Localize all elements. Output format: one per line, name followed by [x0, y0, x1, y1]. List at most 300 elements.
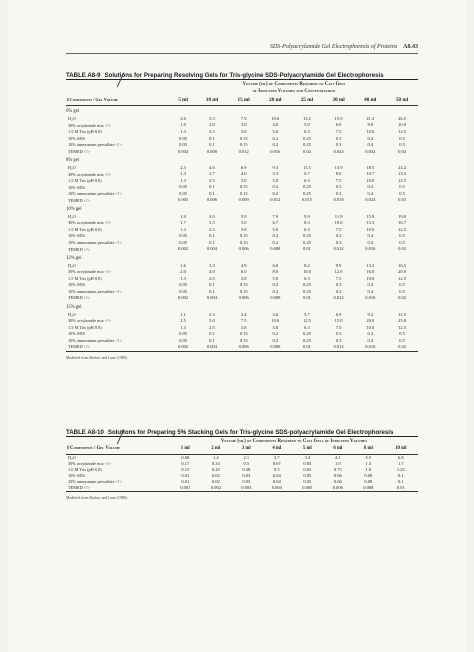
volume-cell: 15.0	[334, 318, 343, 324]
volume-cell: 0.06	[333, 473, 342, 478]
volume-cell: 0.012	[270, 197, 281, 203]
volume-cell: 0.05	[179, 282, 187, 288]
component-name: 10% ammonium persulfate <!>	[68, 239, 122, 245]
volume-cell: 11.5	[303, 164, 311, 170]
volume-cell: 6.9	[240, 164, 247, 170]
volume-cell: 0.3	[335, 233, 342, 239]
volume-cell: 7.5	[335, 324, 342, 330]
volume-cell: 6.6	[272, 262, 279, 268]
volume-cell: 0.015	[301, 197, 312, 203]
volume-cell: 0.024	[333, 148, 344, 154]
table1-grid	[66, 79, 418, 361]
volume-cell: 0.05	[179, 331, 187, 337]
volume-cell: 2.3	[209, 311, 215, 317]
volume-cell: 0.3	[335, 142, 342, 148]
volume-cell: 10.0	[366, 129, 375, 134]
column-header: 5 ml	[170, 96, 196, 106]
volume-cell: 4.6	[272, 311, 279, 317]
volume-cell: 0.004	[206, 246, 218, 252]
volume-cell: 0.2	[272, 142, 279, 148]
volume-cell: 5.0	[240, 220, 247, 226]
volume-cell: 0.3	[335, 190, 342, 196]
volume-cell: 0.1	[209, 233, 215, 239]
volume-cell: 5.0	[209, 318, 215, 324]
table-row	[66, 344, 418, 351]
component-name: 30% acrylamide mix <!>	[68, 122, 112, 128]
gel-group-label: 12% gel	[66, 255, 82, 261]
volume-cell: 5.0	[272, 324, 279, 330]
volume-cell: 7.9	[240, 115, 247, 121]
volume-cell: 0.25	[303, 184, 311, 190]
volume-cell: 8.0	[335, 171, 342, 177]
volume-cell: 0.05	[179, 184, 187, 190]
volume-cell: 0.2	[272, 135, 279, 141]
volume-cell: 0.15	[239, 184, 248, 190]
volume-cell: 0.13	[181, 466, 190, 472]
volume-cell: 0.4	[367, 331, 374, 337]
volume-cell: 0.38	[242, 466, 251, 472]
volume-cell: 4.6	[209, 164, 215, 170]
column-header: 20 ml	[259, 96, 291, 106]
volume-cell: 0.008	[206, 148, 218, 154]
volume-cell: 26.5	[398, 115, 406, 121]
components-header: Components	[70, 446, 93, 452]
component-name: 30% acrylamide mix <!>	[68, 171, 112, 177]
column-header: 1 ml	[170, 445, 201, 454]
volume-cell: 2.0	[209, 122, 215, 128]
volume-cell: 0.02	[398, 246, 406, 252]
table1-volume-header	[170, 80, 418, 96]
volume-cell: 3.0	[240, 122, 247, 128]
component-name: TEMED <!>	[68, 246, 91, 252]
component-name: TEMED <!>	[68, 485, 91, 491]
volume-cell: 0.01	[181, 473, 190, 478]
component-name: 1.5 M Tris (pH 8.8)	[68, 129, 102, 135]
volume-cell: 1.0	[365, 466, 372, 472]
volume-cell: 25.0	[398, 318, 406, 324]
volume-cell: 1.3	[365, 460, 372, 466]
volume-cell: 11.9	[334, 213, 343, 219]
component-name: 10% SDS	[68, 233, 85, 239]
volume-cell: 21.2	[366, 115, 375, 121]
volume-cell: 0.5	[243, 460, 250, 466]
component-name: 1.5 M Tris (pH 8.8)	[68, 178, 102, 184]
volume-cell: 0.009	[238, 197, 249, 203]
gel-group-label: 10% gel	[66, 206, 82, 212]
gel-group-row	[66, 204, 418, 214]
volume-cell: 0.1	[397, 473, 404, 478]
volume-cell: 0.5	[399, 337, 405, 343]
volume-cell: 0.2	[272, 239, 279, 245]
component-name: 1.5 M Tris (pH 8.8)	[68, 275, 102, 281]
volume-cell: 10.0	[334, 220, 343, 226]
volume-cell: 1.7	[180, 220, 186, 226]
volume-cell: 0.02	[211, 479, 220, 485]
volume-cell: 0.1	[397, 479, 404, 485]
volume-cell: 0.5	[399, 282, 405, 288]
volume-cell: 13.3	[398, 171, 406, 177]
volume-cell: 2.6	[180, 115, 186, 121]
volume-cell: 0.4	[367, 337, 374, 343]
volume-cell: 0.002	[178, 246, 189, 252]
volume-cell: 6.3	[304, 324, 310, 330]
volume-cell: 0.2	[272, 233, 279, 239]
volume-cell: 16.5	[398, 262, 406, 268]
component-name: 10% SDS	[68, 331, 85, 337]
volume-cell: 0.05	[179, 337, 187, 343]
volume-cell: 4.0	[272, 122, 279, 128]
volume-cell: 2.0	[180, 269, 186, 275]
components-gel-volume-header: ⇓Components / Gel Volume	[66, 96, 170, 106]
volume-cell: 1.9	[180, 213, 186, 219]
volume-cell: 10.0	[366, 324, 375, 330]
component-name: 10% SDS	[68, 282, 85, 288]
column-header: 10 ml	[196, 96, 228, 106]
component-name: 1.5 M Tris (pH 8.8)	[68, 226, 102, 232]
volume-cell: 0.25	[303, 337, 311, 343]
volume-cell: 5.7	[304, 311, 310, 317]
volume-cell: 0.15	[239, 282, 248, 288]
volume-cell: 11.5	[398, 311, 406, 317]
volume-cell: 0.5	[399, 331, 405, 337]
volume-cell: 3.4	[240, 311, 247, 317]
volume-cell: 0.006	[238, 295, 249, 301]
volume-cell: 2.5	[209, 275, 215, 281]
volume-cell: 13.3	[366, 220, 375, 226]
volume-cell: 0.02	[398, 295, 406, 301]
volume-cell: 0.1	[209, 190, 215, 196]
volume-cell: 0.006	[206, 197, 218, 203]
volume-cell: 0.016	[365, 246, 376, 252]
volume-cell: 7.5	[335, 177, 342, 183]
volume-cell: 0.25	[303, 239, 311, 245]
volume-cell: 0.012	[333, 344, 344, 350]
volume-cell: 8.0	[272, 269, 279, 275]
volume-cell: 0.3	[335, 337, 342, 343]
volume-cell: 3.8	[240, 129, 247, 134]
volume-cell: 0.04	[272, 479, 281, 485]
volume-cell: 0.3	[335, 135, 342, 141]
component-name: 10% ammonium persulfate <!>	[68, 191, 122, 197]
gel-group-label: 15% gel	[66, 304, 82, 310]
volume-cell: 0.5	[399, 142, 405, 148]
volume-cell: 7.5	[335, 226, 342, 232]
gel-group-row	[66, 106, 418, 116]
volume-cell: 0.003	[178, 197, 189, 203]
volume-cell: 0.15	[239, 337, 248, 343]
volume-cell: 6.3	[304, 129, 310, 134]
volume-cell: 20.0	[366, 318, 375, 324]
volume-cell: 0.002	[210, 485, 221, 491]
volume-cell: 0.5	[399, 288, 405, 294]
column-header: 40 ml	[354, 96, 386, 106]
volume-cell: 0.2	[272, 184, 279, 190]
volume-cell: 0.3	[335, 331, 342, 337]
volume-cell: 0.006	[238, 246, 249, 252]
volume-cell: 0.05	[179, 142, 187, 148]
column-header: 2 ml	[201, 445, 232, 454]
volume-cell: 16.7	[398, 220, 406, 226]
volume-cell: 1.1	[180, 311, 186, 317]
volume-cell: 9.9	[335, 262, 342, 268]
volume-cell: 7.5	[240, 318, 247, 324]
volume-cell: 15.9	[366, 213, 375, 219]
volume-cell: 0.1	[209, 184, 215, 190]
volume-cell: 0.05	[303, 473, 312, 478]
volume-cell: 12.5	[303, 318, 311, 324]
volume-cell: 0.4	[367, 190, 374, 196]
component-name: H₂O	[68, 262, 76, 268]
volume-cell: 5.0	[304, 122, 310, 128]
volume-cell: 0.008	[270, 295, 281, 301]
component-name: TEMED <!>	[68, 295, 91, 301]
component-name: 30% acrylamide mix <!>	[68, 461, 112, 466]
table2-title-text: Solutions for Preparing 5% Stacking Gels for Tris-glycine SDS-polyacrylamide Gel Electrophoresis	[107, 429, 394, 436]
volume-cell: 3.8	[240, 226, 247, 232]
volume-cell: 1.3	[180, 275, 186, 281]
volume-cell: 0.15	[239, 331, 248, 337]
volume-cell: 15.9	[334, 115, 343, 121]
volume-cell: 0.25	[303, 233, 311, 239]
component-name: H₂O	[68, 213, 76, 219]
volume-cell: 0.06	[333, 479, 342, 485]
column-header: 3 ml	[231, 445, 262, 454]
volume-cell: 3.8	[240, 275, 247, 281]
gel-group-row	[66, 302, 418, 312]
table1-title-text: Solutions for Preparing Resolving Gels for Tris-glycine SDS-Polyacrylamide Gel Electrophoresis	[104, 72, 384, 79]
volume-cell: 0.006	[332, 485, 343, 491]
volume-cell: 0.1	[209, 135, 215, 141]
volume-cell: 0.016	[365, 295, 376, 301]
column-header: 50 ml	[386, 96, 418, 106]
volume-cell: 0.5	[399, 184, 405, 190]
volume-cell: 0.15	[239, 190, 248, 196]
volume-cell: 13.9	[334, 164, 343, 170]
volume-cell: 0.67	[272, 460, 281, 466]
volume-cell: 0.2	[272, 288, 279, 294]
volume-cell: 0.83	[303, 460, 312, 466]
volume-cell: 0.05	[179, 233, 187, 239]
component-name: TEMED <!>	[68, 148, 91, 154]
volume-cell: 5.0	[272, 129, 279, 134]
volume-cell: 0.008	[270, 344, 281, 350]
volume-cell: 0.63	[303, 466, 312, 472]
component-name: H₂O	[68, 311, 76, 317]
volume-cell: 0.08	[364, 479, 373, 485]
volume-cell: 0.08	[364, 473, 373, 478]
volume-cell: 8.0	[367, 122, 374, 128]
volume-cell: 5.3	[209, 115, 215, 121]
volume-cell: 0.05	[179, 288, 187, 294]
volume-cell: 12.5	[398, 275, 406, 281]
top-rule	[66, 53, 418, 54]
table1-volume-header-line1: Volume (ml) of Components Required to Cast Gels	[242, 82, 346, 87]
components-header: Components	[69, 97, 93, 103]
volume-cell: 1.3	[180, 129, 186, 134]
volume-cell: 0.33	[211, 460, 220, 466]
table1-volume-header-line2: of Indicated Volumes and Concentrations	[252, 88, 336, 94]
volume-cell: 0.75	[333, 466, 342, 472]
gel-volume-header: Gel Volume	[96, 446, 121, 452]
volume-cell: 0.5	[399, 239, 405, 245]
column-header: 8 ml	[353, 445, 384, 454]
volume-cell: 0.25	[303, 190, 311, 196]
volume-cell: 2.3	[180, 164, 186, 170]
volume-cell: 6.3	[304, 177, 310, 183]
volume-cell: 20.0	[398, 269, 406, 275]
volume-cell: 0.005	[302, 485, 313, 491]
component-name: 30% acrylamide mix <!>	[68, 220, 112, 226]
volume-cell: 0.2	[272, 331, 279, 337]
volume-cell: 6.3	[304, 226, 310, 232]
volume-cell: 0.05	[179, 135, 187, 141]
gel-group-label: 8% gel	[66, 158, 80, 164]
volume-cell: 0.17	[181, 460, 190, 466]
volume-cell: 0.02	[398, 344, 406, 350]
volume-cell: 9.3	[272, 164, 279, 170]
volume-cell: 1.4	[212, 454, 219, 460]
volume-cell: 5.0	[272, 226, 279, 232]
volume-cell: 6.9	[335, 311, 342, 317]
volume-cell: 0.25	[303, 135, 311, 141]
volume-cell: 0.003	[241, 485, 252, 491]
volume-cell: 0.016	[270, 148, 281, 154]
volume-cell: 0.002	[178, 344, 189, 350]
running-head-title: SDS-Polyacrylamide Gel Electrophoresis of Proteins	[269, 44, 398, 50]
volume-cell: 0.1	[209, 282, 215, 288]
volume-cell: 0.3	[335, 184, 342, 190]
volume-cell: 0.1	[209, 288, 215, 294]
volume-cell: 0.15	[239, 135, 248, 141]
volume-cell: 0.15	[239, 142, 248, 148]
volume-cell: 0.3	[335, 282, 342, 288]
volume-cell: 0.012	[333, 295, 344, 301]
volume-cell: 0.1	[209, 142, 215, 148]
column-header: 4 ml	[262, 445, 293, 454]
running-head	[270, 44, 418, 50]
volume-cell: 1.3	[180, 177, 186, 183]
volume-cell: 3.8	[240, 177, 247, 183]
column-header: 10 ml	[384, 445, 418, 454]
component-name: 10% ammonium persulfate <!>	[68, 142, 122, 148]
volume-cell: 10.0	[366, 275, 375, 281]
volume-cell: 7.5	[335, 275, 342, 281]
component-name: H₂O	[68, 165, 76, 171]
volume-cell: 1.0	[180, 122, 186, 128]
volume-cell: 10.0	[271, 318, 280, 324]
volume-cell: 0.008	[363, 485, 374, 491]
volume-cell: 0.5	[273, 466, 280, 472]
volume-cell: 0.4	[367, 184, 374, 190]
volume-cell: 23.2	[398, 164, 406, 170]
volume-cell: 0.004	[178, 148, 189, 154]
down-arrow-icon: ⇓	[66, 97, 70, 103]
volume-cell: 0.1	[209, 337, 215, 343]
volume-cell: 0.2	[272, 282, 279, 288]
volume-cell: 0.004	[271, 485, 282, 491]
volume-cell: 0.002	[178, 295, 189, 301]
volume-cell: 19.8	[398, 213, 406, 219]
volume-cell: 0.05	[303, 479, 312, 485]
column-header: 15 ml	[228, 96, 260, 106]
component-name: 1.5 M Tris (pH 8.8)	[68, 324, 102, 330]
volume-cell: 4.0	[209, 269, 215, 275]
gel-group-row	[66, 155, 418, 165]
volume-cell: 0.68	[181, 454, 190, 460]
volume-cell: 13.2	[366, 262, 375, 268]
volume-cell: 0.4	[367, 135, 374, 141]
volume-cell: 0.03	[242, 473, 251, 478]
volume-cell: 0.012	[333, 246, 344, 252]
volume-cell: 0.01	[396, 485, 405, 491]
volume-cell: 10.0	[366, 226, 375, 232]
column-header: 30 ml	[323, 96, 355, 106]
volume-cell: 0.024	[365, 197, 376, 203]
volume-cell: 5.3	[272, 171, 279, 177]
volume-cell: 3.8	[240, 324, 247, 330]
volume-cell: 0.004	[206, 344, 218, 350]
table2-volume-header: Volume (ml) of Components Required to Cast Gels of Indicated Volumes	[170, 437, 418, 446]
volume-cell: 0.25	[303, 288, 311, 294]
volume-cell: 0.032	[365, 148, 376, 154]
volume-cell: 0.5	[399, 190, 405, 196]
volume-cell: 10.7	[366, 171, 375, 177]
volume-cell: 2.5	[209, 226, 215, 232]
volume-cell: 10.0	[303, 269, 311, 275]
volume-cell: 0.4	[367, 288, 374, 294]
volume-cell: 0.5	[399, 135, 405, 141]
volume-cell: 0.02	[211, 473, 220, 478]
component-name: H₂O	[68, 116, 76, 122]
volume-cell: 6.3	[304, 275, 310, 281]
volume-cell: 0.4	[367, 282, 374, 288]
volume-cell: 0.03	[242, 479, 251, 485]
component-name: 10% SDS	[68, 473, 85, 479]
component-name: 10% SDS	[68, 135, 85, 141]
component-name: H₂O	[68, 454, 76, 460]
volume-cell: 1.0	[335, 460, 341, 466]
volume-cell: 0.004	[206, 295, 218, 301]
volume-cell: 1.3	[180, 324, 186, 330]
volume-cell: 16.0	[366, 269, 375, 275]
volume-cell: 0.3	[335, 239, 342, 245]
volume-cell: 3.3	[209, 220, 215, 226]
table2-grid	[66, 436, 418, 501]
volume-cell: 0.018	[333, 197, 344, 203]
volume-cell: 2.1	[243, 454, 250, 460]
component-name: 30% acrylamide mix <!>	[68, 269, 112, 275]
component-name: 10% ammonium persulfate <!>	[68, 479, 122, 485]
table2-title	[66, 429, 418, 436]
volume-cell: 12.5	[398, 177, 406, 183]
down-arrow-icon: ⇓	[66, 446, 71, 452]
volume-cell: 6.0	[240, 269, 247, 275]
volume-cell: 0.006	[238, 344, 249, 350]
table2-label: TABLE A8-10	[66, 429, 104, 436]
volume-cell: 0.001	[180, 485, 191, 491]
volume-cell: 0.4	[367, 233, 374, 239]
table-a8-10	[66, 429, 418, 501]
gel-group-label: 6% gel	[66, 109, 80, 115]
volume-cell: 0.25	[303, 331, 311, 337]
volume-cell: 3.3	[209, 262, 215, 268]
volume-cell: 0.25	[211, 466, 220, 472]
volume-cell: 2.5	[209, 324, 215, 330]
component-name: 1.0 M Tris (pH 6.8)	[68, 467, 102, 473]
volume-cell: 6.7	[272, 220, 279, 226]
table1-title	[66, 72, 418, 79]
volume-cell: 0.01	[303, 295, 311, 301]
